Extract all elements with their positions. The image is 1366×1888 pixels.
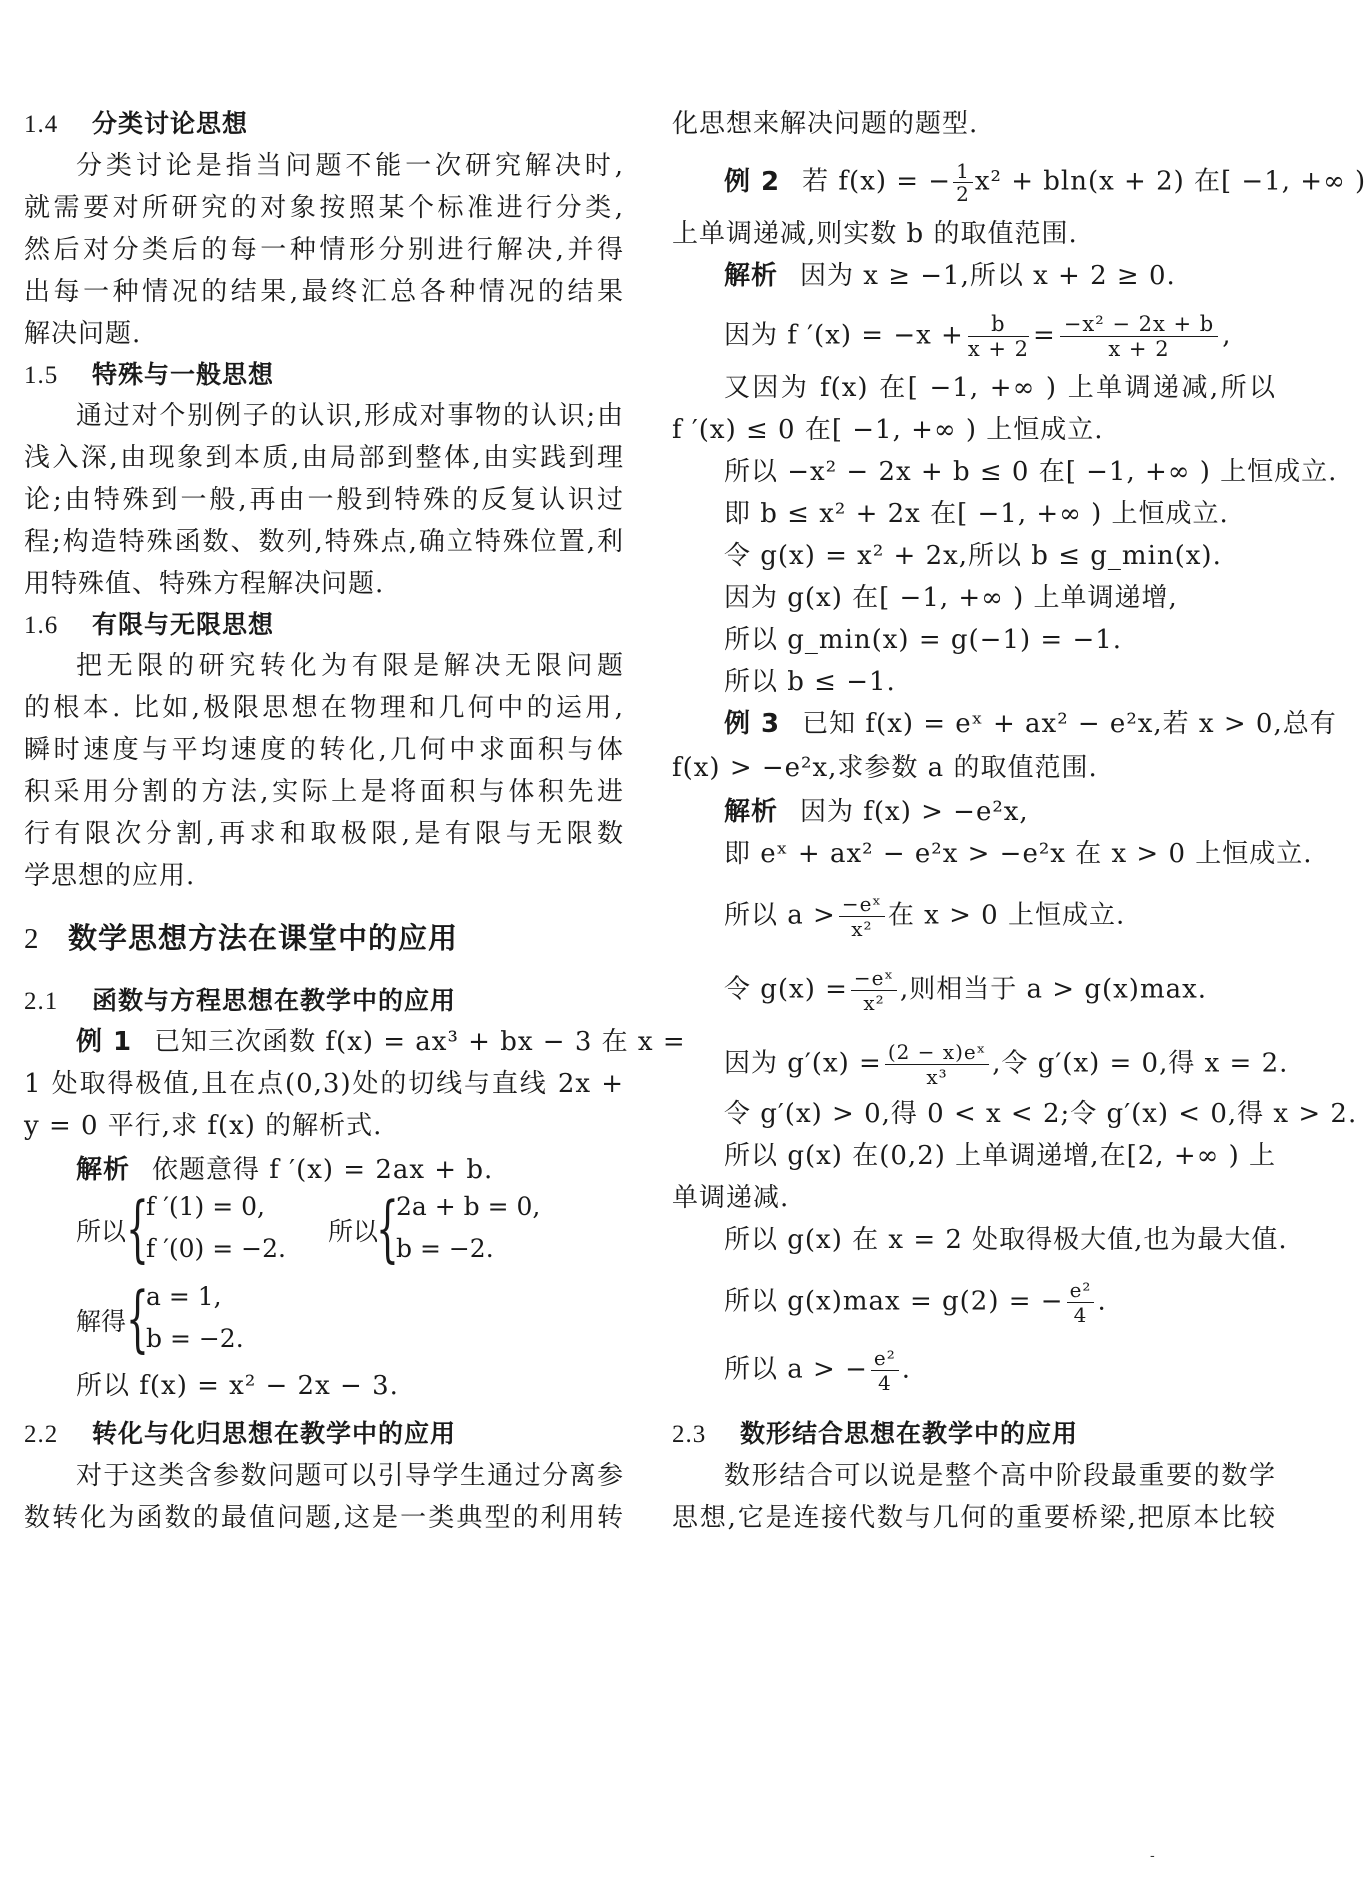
example-label: 例 1	[76, 1027, 133, 1057]
example-3-line: 例 3 已知 f(x) = eˣ + ax² − e²x,若 x > 0,总有	[724, 709, 1337, 739]
paragraph-line: 积采用分割的方法,实际上是将面积与体积先进	[24, 777, 624, 807]
equation-system-row: 所以 { f ′(1) = 0, f ′(0) = −2. 所以 { 2a + b = 0, b = −2.	[76, 1186, 541, 1270]
solution-2-line: 因为 g(x) 在[ −1, +∞ ) 上单调递增,	[724, 583, 1178, 613]
left-brace: {	[126, 1186, 149, 1270]
solution-3-line: 所以 a > − $\frac{\text{e²}}{4}$ .	[724, 1346, 911, 1395]
example-2-line: 上单调递减,则实数 b 的取值范围.	[672, 219, 1078, 249]
fraction: $\frac{\text{−eˣ}}{\text{x²}}$	[839, 892, 885, 941]
paragraph-line: 的根本. 比如,极限思想在物理和几何中的运用,	[24, 693, 624, 723]
fraction: $\frac{\text{e²}}{4}$	[871, 1346, 899, 1395]
solution-2-line: 所以 −x² − 2x + b ≤ 0 在[ −1, +∞ ) 上恒成立.	[724, 457, 1338, 487]
solution-3-line: 解析 因为 f(x) > −e²x,	[724, 797, 1029, 827]
left-column	[24, 0, 686, 1888]
solution-1-line: 所以 f(x) = x² − 2x − 3.	[76, 1371, 399, 1401]
example-1-line: y = 0 平行,求 f(x) 的解析式.	[24, 1111, 383, 1141]
paragraph-line: 解决问题.	[24, 319, 142, 349]
paragraph-line: 分类讨论是指当问题不能一次研究解决时,	[76, 151, 624, 181]
solution-3-line: 所以 g(x) 在(0,2) 上单调递增,在[2, +∞ ) 上	[724, 1141, 1276, 1171]
solution-3-line: 所以 g(x) 在 x = 2 处取得极大值,也为最大值.	[724, 1225, 1288, 1255]
section-heading-1-4: 1.4 分类讨论思想	[24, 109, 249, 138]
solution-2-line: 因为 f ′(x) = −x + $\frac{b}{x + 2}$ = $\frac{\text{−x² − 2x + b}}{x + 2}$ ,	[724, 312, 1232, 361]
fraction: $\frac{1}{2}$	[953, 160, 973, 205]
paragraph-line: 浅入深,由现象到本质,由局部到整体,由实践到理	[24, 443, 624, 473]
fraction: $\frac{\text{(2 − x)eˣ}}{\text{x³}}$	[885, 1040, 989, 1089]
paragraph-line: 把无限的研究转化为有限是解决无限问题	[76, 651, 624, 681]
example-3-line: f(x) > −e²x,求参数 a 的取值范围.	[672, 753, 1098, 783]
example-label: 例 2	[724, 166, 781, 197]
solution-2-line: 又因为 f(x) 在[ −1, +∞ ) 上单调递减,所以	[724, 373, 1276, 403]
example-2-line: 例 2 若 f(x) = − $\frac{1}{2}$ x² + bln(x + 2) 在[ −1, +∞ )	[724, 159, 1366, 206]
section-heading-1-6: 1.6 有限与无限思想	[24, 610, 275, 639]
paragraph-line: 就需要对所研究的对象按照某个标准进行分类,	[24, 193, 624, 223]
paragraph-line: 数转化为函数的最值问题,这是一类典型的利用转	[24, 1503, 624, 1533]
paragraph-line: 然后对分类后的每一种情形分别进行解决,并得	[24, 235, 624, 265]
left-brace: {	[126, 1276, 149, 1360]
paragraph-line: 思想,它是连接代数与几何的重要桥梁,把原本比较	[672, 1503, 1276, 1533]
fraction: $\frac{\text{−eˣ}}{\text{x²}}$	[851, 966, 897, 1015]
section-heading-2-3: 2.3 数形结合思想在教学中的应用	[672, 1419, 1079, 1448]
paragraph-line: 出每一种情况的结果,最终汇总各种情况的结果	[24, 277, 624, 307]
solution-2-line: f ′(x) ≤ 0 在[ −1, +∞ ) 上恒成立.	[672, 415, 1104, 445]
solution-3-line: 所以 a > $\frac{\text{−eˣ}}{\text{x²}}$ 在 x > 0 上恒成立.	[724, 892, 1126, 941]
paragraph-line: 程;构造特殊函数、数列,特殊点,确立特殊位置,利	[24, 527, 624, 557]
paragraph-line: 数形结合可以说是整个高中阶段最重要的数学	[724, 1461, 1276, 1491]
paragraph-line: 通过对个别例子的认识,形成对事物的认识;由	[76, 401, 624, 431]
solution-2-line: 令 g(x) = x² + 2x,所以 b ≤ g_min(x).	[724, 541, 1222, 571]
section-heading-2-2: 2.2 转化与化归思想在教学中的应用	[24, 1419, 457, 1448]
section-heading-2: 2 数学思想方法在课堂中的应用	[24, 921, 459, 955]
solution-label: 解析	[724, 797, 779, 827]
paragraph-line: 瞬时速度与平均速度的转化,几何中求面积与体	[24, 735, 624, 765]
page-mark: -	[1150, 1848, 1155, 1864]
example-1-line: 例 1 已知三次函数 f(x) = ax³ + bx − 3 在 x =	[76, 1027, 686, 1057]
solution-3-line: 令 g′(x) > 0,得 0 < x < 2;令 g′(x) < 0,得 x > 2.	[724, 1099, 1358, 1129]
left-brace: {	[376, 1186, 399, 1270]
paragraph-line: 化思想来解决问题的题型.	[672, 109, 979, 139]
right-column	[672, 0, 1366, 1888]
solution-3-line: 单调递减.	[672, 1183, 790, 1213]
solution-3-line: 因为 g′(x) = $\frac{\text{(2 − x)eˣ}}{\text{x³}}$ ,令 g′(x) = 0,得 x = 2.	[724, 1040, 1289, 1089]
paragraph-line: 行有限次分割,再求和取极限,是有限与无限数	[24, 819, 624, 849]
solution-3-line: 所以 g(x)max = g(2) = − $\frac{\text{e²}}{4}$ .	[724, 1278, 1107, 1327]
example-label: 例 3	[724, 709, 781, 739]
solution-2-line: 即 b ≤ x² + 2x 在[ −1, +∞ ) 上恒成立.	[724, 499, 1229, 529]
fraction: $\frac{b}{x + 2}$	[967, 312, 1029, 361]
solution-1-line: 解析 依题意得 f ′(x) = 2ax + b.	[76, 1155, 494, 1185]
solution-3-line: 即 eˣ + ax² − e²x > −e²x 在 x > 0 上恒成立.	[724, 839, 1313, 869]
equation-system-row: 解得 { a = 1, b = −2.	[76, 1276, 244, 1360]
fraction: $\frac{\text{−x² − 2x + b}}{x + 2}$	[1060, 312, 1218, 361]
fraction: $\frac{\text{e²}}{4}$	[1067, 1278, 1095, 1327]
solution-2-line: 所以 g_min(x) = g(−1) = −1.	[724, 625, 1123, 655]
solution-2-line: 解析 因为 x ≥ −1,所以 x + 2 ≥ 0.	[724, 261, 1176, 291]
solution-label: 解析	[76, 1155, 131, 1185]
example-1-line: 1 处取得极值,且在点(0,3)处的切线与直线 2x +	[24, 1069, 624, 1099]
paragraph-line: 对于这类含参数问题可以引导学生通过分离参	[76, 1461, 624, 1491]
paragraph-line: 论;由特殊到一般,再由一般到特殊的反复认识过	[24, 485, 624, 515]
solution-2-line: 所以 b ≤ −1.	[724, 667, 896, 697]
section-heading-1-5: 1.5 特殊与一般思想	[24, 360, 275, 389]
solution-3-line: 令 g(x) = $\frac{\text{−eˣ}}{\text{x²}}$ ,则相当于 a > g(x)max.	[724, 966, 1208, 1015]
paragraph-line: 学思想的应用.	[24, 861, 196, 891]
section-heading-2-1: 2.1 函数与方程思想在教学中的应用	[24, 986, 457, 1015]
paragraph-line: 用特殊值、特殊方程解决问题.	[24, 569, 385, 599]
solution-label: 解析	[724, 261, 779, 291]
